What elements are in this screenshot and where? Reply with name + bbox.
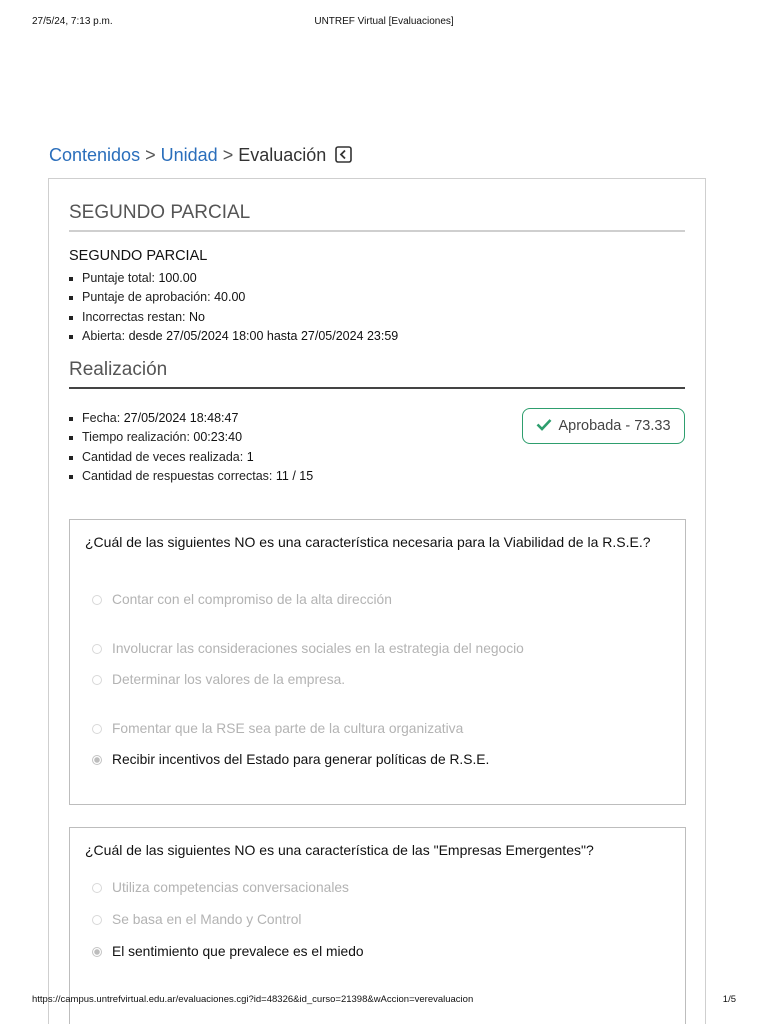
answer-option-selected[interactable]: El sentimiento que prevalece es el miedo	[92, 944, 364, 959]
breadcrumb-separator: >	[222, 145, 234, 165]
breadcrumb-unidad[interactable]: Unidad	[160, 145, 218, 165]
status-text: Aprobada - 73.33	[558, 418, 671, 434]
radio-button-selected[interactable]	[92, 755, 102, 765]
evaluation-details	[69, 269, 398, 346]
answer-option-selected[interactable]: Recibir incentivos del Estado para generar políticas de R.S.E.	[92, 752, 489, 767]
answer-option[interactable]: Utiliza competencias conversacionales	[92, 880, 349, 895]
breadcrumb	[49, 145, 352, 168]
list-item: Cantidad de respuestas correctas: 11 / 15	[69, 467, 313, 486]
page-number: 1/5	[722, 994, 736, 1005]
answer-option[interactable]: Fomentar que la RSE sea parte de la cultura organizativa	[92, 721, 463, 736]
evaluation-name: SEGUNDO PARCIAL	[69, 248, 208, 264]
answer-option[interactable]: Contar con el compromiso de la alta dirección	[92, 592, 392, 607]
radio-button[interactable]	[92, 883, 102, 893]
list-item: Fecha: 27/05/2024 18:48:47	[69, 409, 313, 428]
list-item: Puntaje total: 100.00	[69, 269, 398, 288]
radio-button[interactable]	[92, 595, 102, 605]
question-text: ¿Cuál de las siguientes NO es una característica necesaria para la Viabilidad de la R.S.E.?	[85, 534, 651, 550]
print-header	[32, 16, 736, 30]
print-title: UNTREF Virtual [Evaluaciones]	[314, 16, 454, 27]
breadcrumb-separator: >	[145, 145, 156, 165]
radio-button[interactable]	[92, 724, 102, 734]
radio-button[interactable]	[92, 644, 102, 654]
status-badge	[522, 408, 685, 444]
radio-button-selected[interactable]	[92, 947, 102, 957]
list-item: Puntaje de aprobación: 40.00	[69, 288, 398, 307]
back-icon[interactable]	[335, 146, 352, 168]
radio-button[interactable]	[92, 915, 102, 925]
radio-button[interactable]	[92, 675, 102, 685]
list-item: Incorrectas restan: No	[69, 308, 398, 327]
evaluation-card	[48, 178, 706, 1024]
print-datetime: 27/5/24, 7:13 p.m.	[32, 16, 113, 27]
breadcrumb-contenidos[interactable]: Contenidos	[49, 145, 141, 165]
check-icon	[536, 418, 552, 435]
print-url: https://campus.untrefvirtual.edu.ar/evaluaciones.cgi?id=48326&id_curso=21398&wAccion=verevaluacion	[32, 994, 474, 1005]
realization-title: Realización	[69, 359, 685, 389]
question-card	[69, 519, 686, 805]
question-text: ¿Cuál de las siguientes NO es una característica de las "Empresas Emergentes"?	[85, 842, 594, 858]
list-item: Cantidad de veces realizada: 1	[69, 448, 313, 467]
list-item: Abierta: desde 27/05/2024 18:00 hasta 27/05/2024 23:59	[69, 327, 398, 346]
print-footer	[32, 994, 736, 1008]
realization-details	[69, 409, 313, 486]
answer-option[interactable]: Se basa en el Mando y Control	[92, 912, 301, 927]
answer-option[interactable]: Determinar los valores de la empresa.	[92, 672, 345, 687]
answer-option[interactable]: Involucrar las consideraciones sociales en la estrategia del negocio	[92, 641, 524, 656]
breadcrumb-current: Evaluación	[238, 145, 327, 165]
list-item: Tiempo realización: 00:23:40	[69, 428, 313, 447]
evaluation-header: SEGUNDO PARCIAL	[69, 202, 685, 232]
